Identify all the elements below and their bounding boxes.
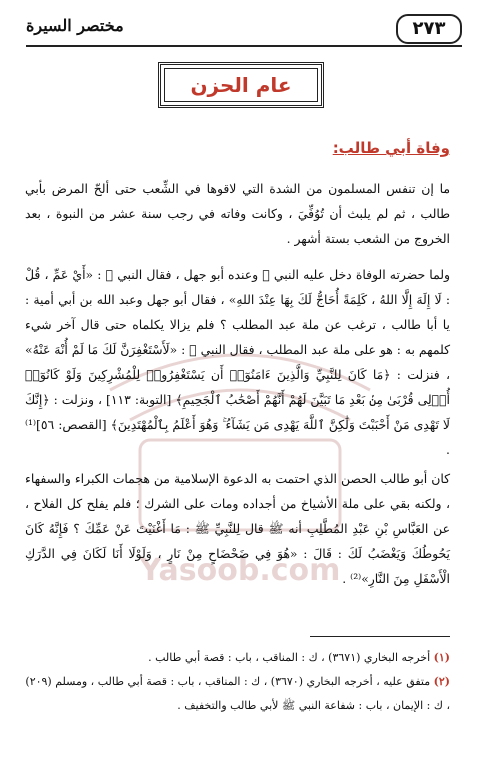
footnote-number: (١) [433,651,450,664]
footnote-text: أخرجه البخاري (٣٦٧١) ، ك : المناقب ، باب : قصة أبي طالب . [148,651,431,664]
page-number: ٢٧٣ [396,14,462,44]
watermark-text: Yasoob.com [139,553,341,588]
footnote-2 [25,670,450,718]
section-heading: وفاة أبي طالب: [332,139,450,157]
running-title: مختصر السيرة [26,16,124,35]
paragraph-1: ما إن تنفس المسلمون من الشدة التي لاقوها في الشِّعب حتى ألحّ المرض بأبي طالب ، ثم لم يلبث أن تُوُفِّيَ ، وكانت وفاته في رجب سنة عشر من النبوة ، بعد الخروج من الشعب بستة أشهر . [25,181,450,246]
paragraph-2: ولما حضرته الوفاة دخل عليه النبي ﷺ وعنده أبو جهل ، فقال النبي ﷺ : «أَيْ عَمِّ ، قُلْ : لَا إِلَهَ إِلَّا اللهُ ، كَلِمَةً أُحَاجُّ لَكَ بِهَا عِنْدَ اللهِ» ، فقال أبو جهل وعبد الله بن أبي أمية : يا أبا طالب ، ترغب عن ملة عبد المطلب ؟ فلم يزالا يكلماه حتى قال آخر شيء كلمهم به : هو على ملة عبد المطلب ، فقال النبي ﷺ : «لَأَسْتَغْفِرَنَّ لَكَ مَا لَمْ أُنْهَ عَنْهُ» ، فنزلت : ﴿مَا كَانَ لِلنَّبِيِّ وَالَّذِينَ ءَامَنُوٓا۟ أَن يَسْتَغْفِرُوا۟ لِلْمُشْرِكِينَ وَلَوْ كَانُوٓا۟ أُو۟لِى قُرْبَىٰ مِنۢ بَعْدِ مَا تَبَيَّنَ لَهُمْ أَنَّهُمْ أَصْحَٰبُ ٱلْجَحِيمِ﴾ [التوبة: ١١٣] ، ونزلت : ﴿إِنَّكَ لَا تَهْدِى مَنْ أَحْبَبْتَ وَلَٰكِنَّ ٱللَّهَ يَهْدِى مَن يَشَآءُ ۚ وَهُوَ أَعْلَمُ بِٱلْمُهْتَدِينَ﴾ [القصص: ٥٦]⁽¹⁾ . [25,267,450,457]
paragraph-3: كان أبو طالب الحصن الذي احتمت به الدعوة الإسلامية من هجمات الكبراء والسفهاء ، ولكنه بقي على ملة الأشياخ من أجداده ومات على الشرك ؛ فلم يفلح كل الفلاح ، عن العَبَّاسِ بْنِ عَبْدِ المُطَّلِبِ أنه ﷺ قال لِلنَّبِيِّ ﷺ : مَا أَغْنَيْتَ عَنْ عَمِّكَ ؟ فَإِنَّهُ كَانَ يَحُوطُكَ وَيَغْضَبُ لَكَ : قَالَ : «هُوَ فِي ضَحْضَاحٍ مِنْ نَارٍ ، وَلَوْلَا أَنَا لَكَانَ فِي الدَّرَكِ الْأَسْفَلِ مِنَ النَّارِ»⁽²⁾ . [25,471,450,586]
footnote-text: متفق عليه ، أخرجه البخاري (٣٦٧٠) ، ك : المناقب ، باب : قصة أبي طالب ، ومسلم (٢٠٩) ، ك : الإيمان ، باب : شفاعة النبي ﷺ لأبي طالب والتخفيف . [25,675,450,712]
chapter-title: عام الحزن [190,73,292,97]
header-rule [26,45,462,47]
footnotes [25,646,450,718]
chapter-title-box [158,62,324,108]
footnote-rule [310,636,450,637]
page-header [26,14,462,48]
footnote-number: (٢) [433,675,450,688]
footnote-1 [25,646,450,670]
